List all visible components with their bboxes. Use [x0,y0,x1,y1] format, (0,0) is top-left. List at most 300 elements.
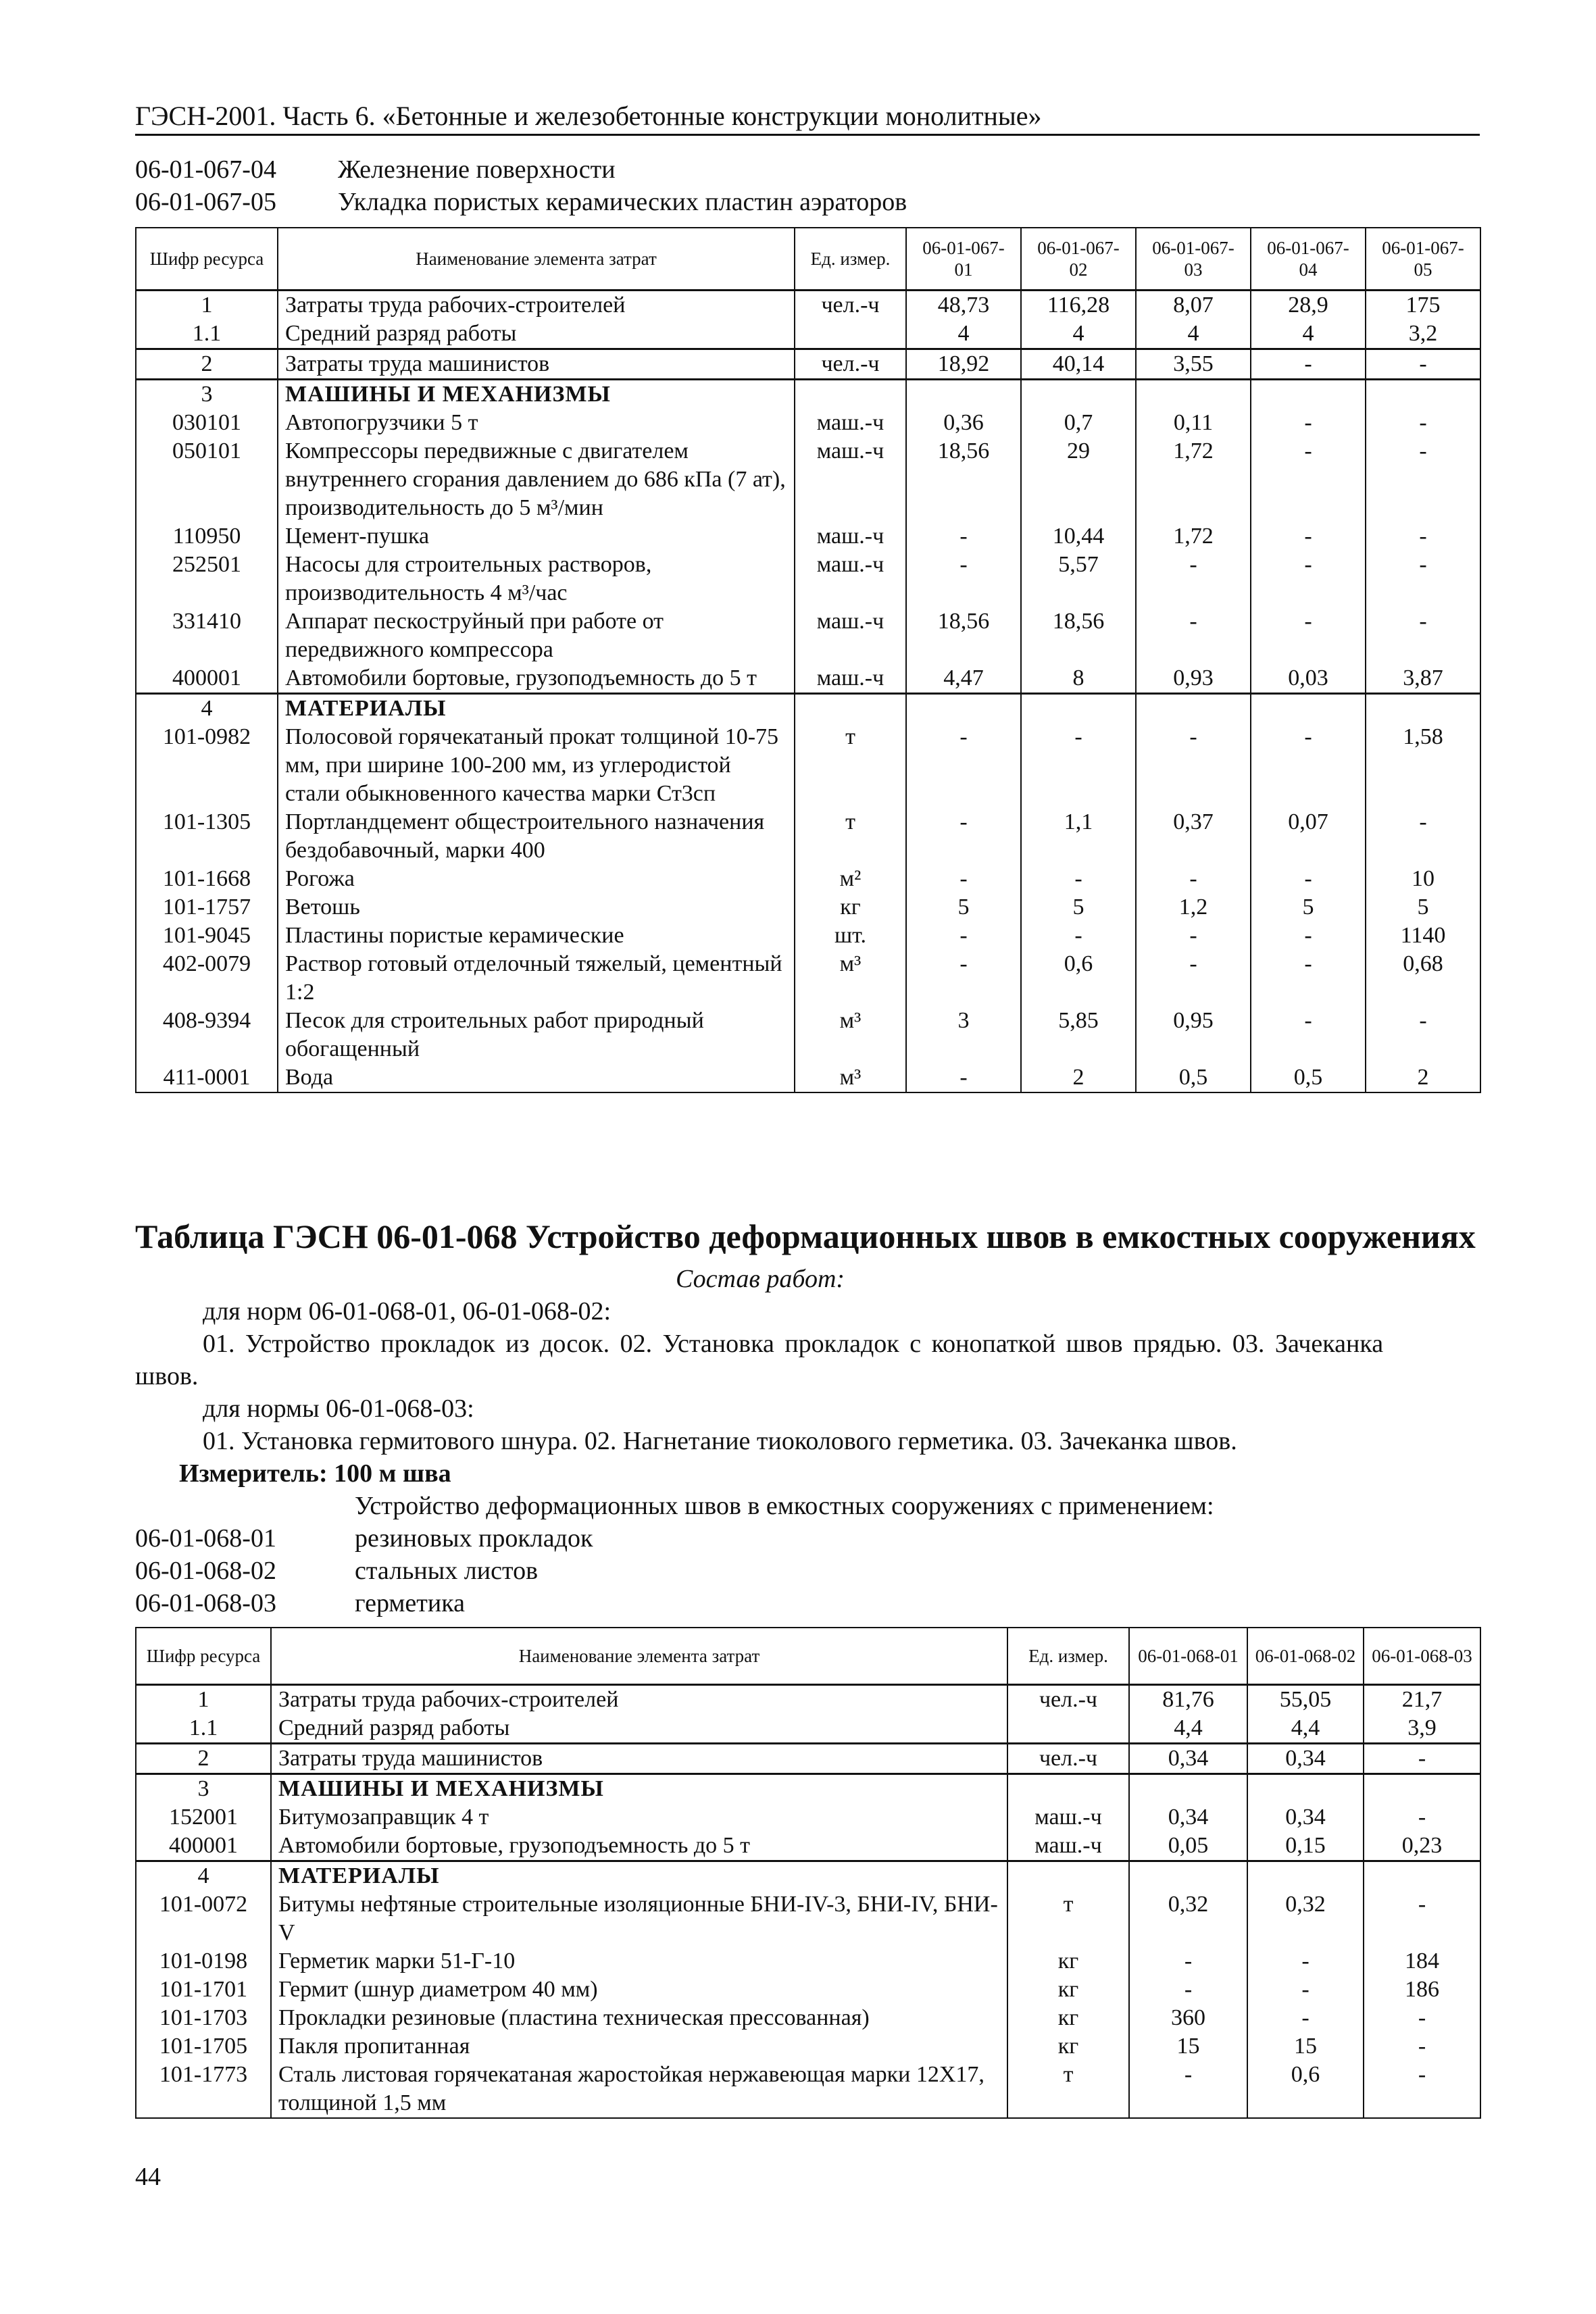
resource-code: 3 [136,1774,271,1803]
resource-code: 400001 [136,664,278,694]
unit-cell: м³ [795,950,906,1007]
value-cell: 0,37 [1136,808,1251,865]
value-cell [1247,1861,1364,1890]
unit-cell: кг [1007,2032,1129,2061]
resource-name: Аппарат пескоструйный при работе от передвижного компрессора [278,607,795,664]
value-cell: 10,44 [1021,522,1136,551]
resource-name: Пластины пористые керамические [278,922,795,950]
resource-code: 101-1701 [136,1976,271,2004]
value-cell: - [1364,2004,1480,2032]
table-row [136,893,1480,922]
value-cell: - [906,865,1021,893]
unit-cell: т [1007,2061,1129,2118]
header-rule [135,134,1480,136]
table-row [136,1063,1480,1092]
value-cell: - [1021,865,1136,893]
table-row [136,379,1480,409]
value-cell [1021,379,1136,409]
value-cell: 8 [1021,664,1136,694]
col-header-norm: 06-01-068-01 [1129,1628,1247,1684]
value-cell [1366,693,1480,723]
table-row [136,865,1480,893]
norm-code: 06-01-068-02 [135,1557,276,1585]
col-header-unit: Ед. измер. [795,228,906,290]
value-cell: - [906,723,1021,808]
value-cell: - [1251,1007,1366,1063]
value-cell: 0,34 [1129,1743,1247,1774]
value-cell: 5 [1366,893,1480,922]
value-cell: - [1366,551,1480,607]
table-row [136,320,1480,349]
value-cell: 360 [1129,2004,1247,2032]
unit-cell: маш.-ч [795,437,906,522]
resource-code: 101-1773 [136,2061,271,2118]
value-cell: 18,56 [1021,607,1136,664]
col-header-norm: 06-01-067-03 [1136,228,1251,290]
unit-cell [795,320,906,349]
unit-cell: чел.-ч [1007,1743,1129,1774]
unit-cell: чел.-ч [795,349,906,379]
value-cell: - [1251,551,1366,607]
value-cell [1136,379,1251,409]
table-row [136,2004,1480,2032]
unit-cell: м³ [795,1007,906,1063]
unit-cell: м² [795,865,906,893]
variant-line [135,1555,538,1586]
value-cell: 3,9 [1364,1714,1480,1744]
value-cell: 5,85 [1021,1007,1136,1063]
value-cell: 0,6 [1247,2061,1364,2118]
col-header-name: Наименование элемента затрат [271,1628,1007,1684]
value-cell [1251,693,1366,723]
value-cell: - [1364,2032,1480,2061]
value-cell: - [1364,2061,1480,2118]
resource-code: 101-0198 [136,1947,271,1976]
unit-cell: т [1007,1890,1129,1947]
table-row [136,1007,1480,1063]
value-cell: 15 [1129,2032,1247,2061]
resource-code: 4 [136,1861,271,1890]
value-cell: 0,93 [1136,664,1251,694]
table-row [136,290,1480,320]
value-cell: 1,72 [1136,437,1251,522]
table-row [136,693,1480,723]
value-cell: 3,55 [1136,349,1251,379]
code-line [135,154,616,185]
col-header-shifr: Шифр ресурса [136,1628,271,1684]
resource-code: 101-1757 [136,893,278,922]
value-cell: 5 [1251,893,1366,922]
variant-text: стальных листов [355,1557,539,1585]
unit-cell: кг [795,893,906,922]
value-cell: 5 [906,893,1021,922]
value-cell: 1,2 [1136,893,1251,922]
value-cell: - [1364,1743,1480,1774]
resource-code: 101-1703 [136,2004,271,2032]
resource-name: Герметик марки 51-Г-10 [271,1947,1007,1976]
unit-cell: кг [1007,1976,1129,2004]
value-cell: 8,07 [1136,290,1251,320]
resource-name: Затраты труда машинистов [278,349,795,379]
resource-code: 1 [136,1684,271,1714]
unit-cell [1007,1714,1129,1744]
col-header-shifr: Шифр ресурса [136,228,278,290]
value-cell: - [1136,723,1251,808]
unit-cell: маш.-ч [795,409,906,437]
resource-name: Песок для строительных работ природный обогащенный [278,1007,795,1063]
value-cell: 55,05 [1247,1684,1364,1714]
resource-code: 030101 [136,409,278,437]
variant-text: герметика [355,1589,465,1617]
value-cell: 4,4 [1129,1714,1247,1744]
resource-code: 1 [136,290,278,320]
unit-cell [1007,1861,1129,1890]
value-cell: - [1366,522,1480,551]
variants-intro: Устройство деформационных швов в емкостных сооружениях с применением: [355,1492,1214,1520]
value-cell: - [1129,2061,1247,2118]
table-row [136,551,1480,607]
value-cell: 28,9 [1251,290,1366,320]
value-cell: - [1136,607,1251,664]
table-row [136,1947,1480,1976]
value-cell: 0,11 [1136,409,1251,437]
resource-name: Автопогрузчики 5 т [278,409,795,437]
value-cell: - [906,922,1021,950]
value-cell: 2 [1021,1063,1136,1092]
resource-code: 152001 [136,1803,271,1832]
resource-code: 101-1668 [136,865,278,893]
norms-label: для норм 06-01-068-01, 06-01-068-02: [203,1297,612,1326]
col-header-unit: Ед. измер. [1007,1628,1129,1684]
resource-name: Раствор готовый отделочный тяжелый, цементный 1:2 [278,950,795,1007]
table-row [136,950,1480,1007]
resource-code: 101-0982 [136,723,278,808]
resource-code: 101-1705 [136,2032,271,2061]
col-header-norm: 06-01-068-02 [1247,1628,1364,1684]
value-cell: 0,34 [1247,1743,1364,1774]
table-row [136,922,1480,950]
norm-code: 06-01-067-04 [135,155,276,184]
unit-cell: шт. [795,922,906,950]
value-cell: - [1251,522,1366,551]
code-line [135,186,907,218]
resource-name: Пакля пропитанная [271,2032,1007,2061]
resource-name: Полосовой горячекатаный прокат толщиной 10-75 мм, при ширине 100-200 мм, из углеродистой стали обыкновенного качества марки Ст3сп [278,723,795,808]
value-cell: 0,07 [1251,808,1366,865]
value-cell: - [1366,607,1480,664]
table-title: Таблица ГЭСН 06-01-068 Устройство деформационных швов в емкостных сооружениях [135,1217,1476,1255]
norm-title: Железнение поверхности [338,155,616,184]
value-cell: 0,15 [1247,1832,1364,1861]
table-row [136,723,1480,808]
value-cell: 5,57 [1021,551,1136,607]
table-row [136,1890,1480,1947]
value-cell: 0,7 [1021,409,1136,437]
resource-name: МАШИНЫ И МЕХАНИЗМЫ [271,1774,1007,1803]
resource-name: Битумозаправщик 4 т [271,1803,1007,1832]
col-header-name: Наименование элемента затрат [278,228,795,290]
variant-line [135,1523,593,1554]
value-cell: 29 [1021,437,1136,522]
col-header-norm: 06-01-067-05 [1366,228,1480,290]
value-cell: 0,5 [1251,1063,1366,1092]
value-cell: 1,58 [1366,723,1480,808]
resource-code: 411-0001 [136,1063,278,1092]
value-cell: - [1366,349,1480,379]
unit-cell [795,693,906,723]
resource-name: Рогожа [278,865,795,893]
table-row [136,522,1480,551]
resource-code: 101-9045 [136,922,278,950]
resource-name: Компрессоры передвижные с двигателем внутреннего сгорания давлением до 686 кПа (7 ат), производительность до 5 м³/мин [278,437,795,522]
table-row [136,1976,1480,2004]
resource-code: 050101 [136,437,278,522]
resource-code: 408-9394 [136,1007,278,1063]
value-cell: 116,28 [1021,290,1136,320]
value-cell: 10 [1366,865,1480,893]
resource-code: 3 [136,379,278,409]
value-cell: 21,7 [1364,1684,1480,1714]
resource-table-068 [135,1627,1481,2119]
value-cell: 0,05 [1129,1832,1247,1861]
resource-name: Ветошь [278,893,795,922]
value-cell: - [1247,2004,1364,2032]
value-cell: - [906,551,1021,607]
value-cell [906,693,1021,723]
value-cell: 0,6 [1021,950,1136,1007]
resource-name: Затраты труда рабочих-строителей [278,290,795,320]
value-cell: - [1021,723,1136,808]
resource-code: 1.1 [136,320,278,349]
value-cell: - [1251,437,1366,522]
resource-name: Автомобили бортовые, грузоподъемность до 5 т [278,664,795,694]
table-row [136,1743,1480,1774]
unit-cell: маш.-ч [795,522,906,551]
value-cell: - [1136,865,1251,893]
col-header-norm: 06-01-067-04 [1251,228,1366,290]
table-row [136,607,1480,664]
value-cell: - [1251,607,1366,664]
unit-cell: маш.-ч [795,551,906,607]
value-cell: - [1251,922,1366,950]
running-header: ГЭСН-2001. Часть 6. «Бетонные и железобетонные конструкции монолитные» [135,101,1042,131]
col-header-norm: 06-01-067-01 [906,228,1021,290]
table-row [136,1832,1480,1861]
value-cell [1247,1774,1364,1803]
value-cell [1364,1861,1480,1890]
resource-code: 252501 [136,551,278,607]
value-cell: - [1129,1947,1247,1976]
unit-cell: чел.-ч [795,290,906,320]
table-row [136,1861,1480,1890]
resource-code: 400001 [136,1832,271,1861]
unit-cell: т [795,723,906,808]
resource-name: Средний разряд работы [271,1714,1007,1744]
value-cell: 1,72 [1136,522,1251,551]
value-cell [906,379,1021,409]
value-cell: - [1136,551,1251,607]
unit-cell: маш.-ч [795,607,906,664]
resource-name: Цемент-пушка [278,522,795,551]
resource-code: 4 [136,693,278,723]
value-cell: 3,87 [1366,664,1480,694]
value-cell [1136,693,1251,723]
table-row [136,409,1480,437]
measure-unit: Измеритель: 100 м шва [179,1459,451,1488]
resource-code: 101-0072 [136,1890,271,1947]
value-cell: 0,03 [1251,664,1366,694]
resource-code: 2 [136,349,278,379]
unit-cell: чел.-ч [1007,1684,1129,1714]
value-cell: - [1251,409,1366,437]
resource-code: 331410 [136,607,278,664]
unit-cell: кг [1007,2004,1129,2032]
value-cell [1251,379,1366,409]
value-cell: - [1366,437,1480,522]
value-cell: 3 [906,1007,1021,1063]
value-cell: - [1251,950,1366,1007]
value-cell: - [1129,1976,1247,2004]
value-cell: 1,1 [1021,808,1136,865]
value-cell: 40,14 [1021,349,1136,379]
variant-line [135,1588,465,1619]
unit-cell: м³ [795,1063,906,1092]
unit-cell [1007,1774,1129,1803]
value-cell [1366,379,1480,409]
value-cell: 4 [1021,320,1136,349]
unit-cell: маш.-ч [795,664,906,694]
resource-table-067 [135,227,1481,1093]
value-cell: 186 [1364,1976,1480,2004]
resource-name: МАТЕРИАЛЫ [271,1861,1007,1890]
value-cell: 4,47 [906,664,1021,694]
col-header-norm: 06-01-068-03 [1364,1628,1480,1684]
norms-label: для нормы 06-01-068-03: [203,1394,474,1423]
value-cell: 5 [1021,893,1136,922]
table-row [136,2061,1480,2118]
resource-name: МАШИНЫ И МЕХАНИЗМЫ [278,379,795,409]
value-cell: - [906,950,1021,1007]
resource-name: Средний разряд работы [278,320,795,349]
table-row [136,664,1480,694]
table-row [136,1774,1480,1803]
value-cell [1021,693,1136,723]
norm-code: 06-01-067-05 [135,188,276,216]
value-cell: - [1364,1803,1480,1832]
table-row [136,1684,1480,1714]
resource-name: Затраты труда машинистов [271,1743,1007,1774]
value-cell: 15 [1247,2032,1364,2061]
value-cell: 81,76 [1129,1684,1247,1714]
resource-code: 2 [136,1743,271,1774]
works-text: 01. Устройство прокладок из досок. 02. Установка прокладок с конопаткой швов прядью. 03. Зачеканка [203,1330,1384,1358]
resource-name: Сталь листовая горячекатаная жаростойкая нержавеющая марки 12Х17, толщиной 1,5 мм [271,2061,1007,2118]
value-cell: 18,56 [906,437,1021,522]
unit-cell: маш.-ч [1007,1803,1129,1832]
value-cell: 0,95 [1136,1007,1251,1063]
value-cell: 4 [906,320,1021,349]
value-cell: 1140 [1366,922,1480,950]
value-cell: 4 [1251,320,1366,349]
unit-cell: кг [1007,1947,1129,1976]
value-cell: - [906,808,1021,865]
page-number: 44 [135,2163,161,2191]
resource-name: Прокладки резиновые (пластина техническая прессованная) [271,2004,1007,2032]
value-cell: 4 [1136,320,1251,349]
value-cell: 48,73 [906,290,1021,320]
value-cell: - [906,1063,1021,1092]
value-cell: - [1251,865,1366,893]
resource-name: Насосы для строительных растворов, производительность 4 м³/час [278,551,795,607]
resource-name: Портландцемент общестроительного назначения бездобавочный, марки 400 [278,808,795,865]
resource-name: Битумы нефтяные строительные изоляционные БНИ-IV-3, БНИ-IV, БНИ-V [271,1890,1007,1947]
value-cell: - [1247,1976,1364,2004]
works-text: швов. [135,1362,199,1390]
value-cell: 18,92 [906,349,1021,379]
resource-name: Вода [278,1063,795,1092]
resource-code: 110950 [136,522,278,551]
value-cell: 0,32 [1247,1890,1364,1947]
value-cell: 3,2 [1366,320,1480,349]
resource-name: Гермит (шнур диаметром 40 мм) [271,1976,1007,2004]
works-heading: Состав работ: [676,1265,845,1293]
value-cell: 0,34 [1247,1803,1364,1832]
value-cell: - [1364,1890,1480,1947]
resource-name: МАТЕРИАЛЫ [278,693,795,723]
value-cell: 18,56 [906,607,1021,664]
norm-code: 06-01-068-01 [135,1524,276,1553]
value-cell: 2 [1366,1063,1480,1092]
value-cell: - [1247,1947,1364,1976]
resource-code: 1.1 [136,1714,271,1744]
value-cell: - [906,522,1021,551]
resource-code: 402-0079 [136,950,278,1007]
value-cell [1364,1774,1480,1803]
value-cell: 0,68 [1366,950,1480,1007]
value-cell: 0,23 [1364,1832,1480,1861]
table-row [136,349,1480,379]
table-row [136,808,1480,865]
table-row [136,2032,1480,2061]
unit-cell [795,379,906,409]
value-cell: 0,32 [1129,1890,1247,1947]
value-cell: 0,5 [1136,1063,1251,1092]
value-cell: 175 [1366,290,1480,320]
value-cell: - [1251,349,1366,379]
value-cell: - [1136,922,1251,950]
value-cell: - [1366,1007,1480,1063]
value-cell: - [1366,409,1480,437]
value-cell: - [1136,950,1251,1007]
value-cell: 0,34 [1129,1803,1247,1832]
resource-name: Затраты труда рабочих-строителей [271,1684,1007,1714]
table-row [136,437,1480,522]
norm-code: 06-01-068-03 [135,1589,276,1617]
resource-name: Автомобили бортовые, грузоподъемность до 5 т [271,1832,1007,1861]
value-cell: 4,4 [1247,1714,1364,1744]
value-cell [1129,1774,1247,1803]
unit-cell: маш.-ч [1007,1832,1129,1861]
value-cell: - [1021,922,1136,950]
unit-cell: т [795,808,906,865]
variant-text: резиновых прокладок [355,1524,593,1553]
value-cell [1129,1861,1247,1890]
table-row [136,1714,1480,1744]
table-row [136,1803,1480,1832]
norm-title: Укладка пористых керамических пластин аэраторов [338,188,907,216]
col-header-norm: 06-01-067-02 [1021,228,1136,290]
value-cell: 184 [1364,1947,1480,1976]
